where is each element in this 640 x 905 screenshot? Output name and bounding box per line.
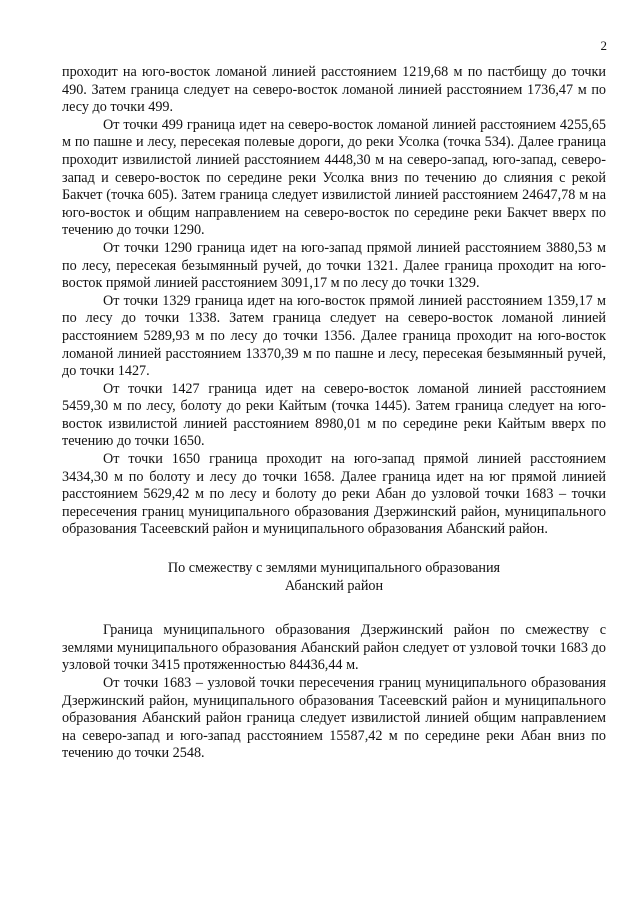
paragraph: От точки 1683 – узловой точки пересечения границ муниципального образования Дзержинский район, муниципального образования Тасеевский район и муниципального образования Абанский район граница следует извилистой линией общим направлением на северо-запад и юго-запад расстоянием 15587,42 м по середине реки Абан вниз по течению до точки 2548.	[62, 675, 606, 762]
paragraph-continuation: проходит на юго-восток ломаной линией расстоянием 1219,68 м по пастбищу до точки 490. Затем граница следует на северо-восток ломаной линией расстоянием 1736,47 м по лесу до точки 499.	[62, 64, 606, 116]
paragraph: От точки 1427 граница идет на северо-восток ломаной линией расстоянием 5459,30 м по лесу, болоту до реки Кайтым (точка 1445). Затем граница следует на юго-восток извилистой линией расстоянием 8980,01 м по середине реки Кайтым вверх по течению до точки 1650.	[62, 380, 606, 450]
paragraph: От точки 1329 граница идет на юго-восток прямой линией расстоянием 1359,17 м по лесу до точки 1338. Затем граница следует на северо-восток ломаной линией расстоянием 5289,93 м по лесу до точки 1356. Далее граница проходит на юго-восток ломаной линией расстоянием 13370,39 м по пашне и лесу, пересекая безымянный ручей, до точки 1427.	[62, 292, 606, 380]
section-heading-line-2: Абанский район	[284, 577, 384, 594]
paragraph: От точки 1290 граница идет на юго-запад прямой линией расстоянием 3880,53 м по лесу, пересекая безымянный ручей, до точки 1321. Далее граница проходит на юго-восток прямой линией расстоянием 3091,17 м по лесу до точки 1329.	[62, 239, 606, 292]
paragraph: От точки 1650 граница проходит на юго-запад прямой линией расстоянием 3434,30 м по болоту и лесу до точки 1658. Далее граница идет на юг прямой линией расстоянием 5629,42 м по лесу и болоту до реки Абан до узловой точки 1683 – точки пересечения границ муниципального образования Дзержинский район, муниципального образования Тасеевский район и муниципального образования Абанский район.	[62, 451, 606, 538]
paragraph: От точки 499 граница идет на северо-восток ломаной линией расстоянием 4255,65 м по пашне и лесу, пересекая полевые дороги, до реки Усолка (точка 534). Далее граница проходит извилистой линией расстоянием 4448,30 м на северо-запад, юго-запад, северо-запад и северо-восток по середине реки Усолка вниз по течению до слияния с рекой Бакчет (точка 605). Затем граница следует извилистой линией расстоянием 24647,78 м на юго-восток и общим направлением на северо-восток по середине реки Бакчет вверх по течению до точки 1290.	[62, 116, 606, 239]
section-heading-line-1: По смежеству с землями муниципального образования	[167, 560, 501, 577]
section-heading	[62, 560, 606, 595]
page-number: 2	[600, 38, 607, 53]
document-body	[62, 64, 606, 763]
paragraph: Граница муниципального образования Дзержинский район по смежеству с землями муниципального образования Абанский район следует от узловой точки 1683 до узловой точки 3415 протяженностью 84436,44 м.	[62, 622, 606, 674]
